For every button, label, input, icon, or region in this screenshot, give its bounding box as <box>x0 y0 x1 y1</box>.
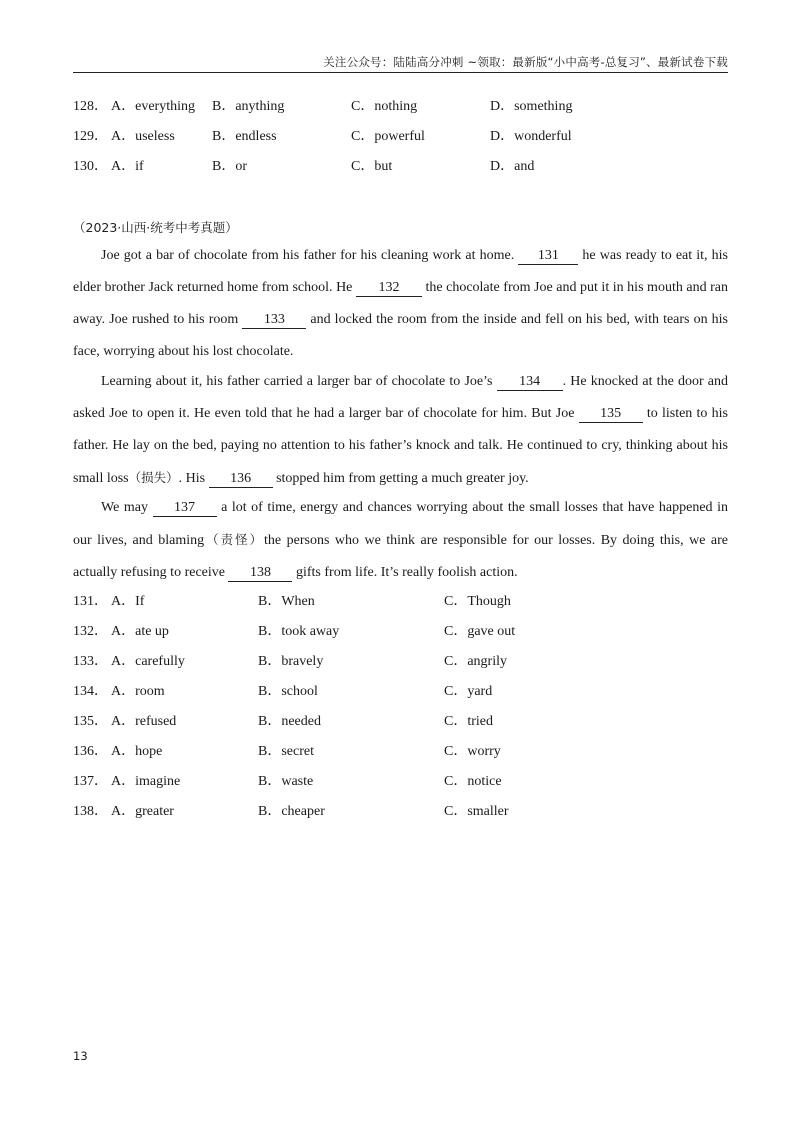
passage-text: . He knocked at the door and asked Joe to open it. He even told that he had a larger bar of chocolate for him. But Joe <box>73 374 728 421</box>
passage-text: the chocolate from Joe and put it in his mouth and ran away. Joe rushed to his room <box>73 280 728 327</box>
blank-132: 132 <box>356 280 422 297</box>
option-b: B．needed <box>258 714 321 729</box>
question-number: 129． <box>73 129 108 144</box>
option-a: A．useless <box>111 129 175 144</box>
option-a: A．If <box>111 594 145 609</box>
option-c: C．smaller <box>444 804 509 819</box>
passage-text: . His <box>178 471 209 486</box>
question-number: 134． <box>73 684 108 699</box>
passage-text: and locked the room from the inside and fell on his bed, with tears on his face, worrying about his lost chocolate. <box>73 312 728 359</box>
passage-paragraph-1 <box>73 240 728 368</box>
option-d: D．wonderful <box>490 129 572 144</box>
passage-gloss: （损失） <box>128 470 179 485</box>
page-header: 关注公众号：陆陆高分冲刺 ~领取：最新版“小中高考-总复习”、最新试卷下载 <box>323 55 728 69</box>
option-d: D．something <box>490 99 573 114</box>
option-a: A．imagine <box>111 774 181 789</box>
passage-paragraph-3 <box>73 492 728 589</box>
blank-135: 135 <box>579 406 643 423</box>
passage-text: gifts from life. It’s really foolish action. <box>292 565 518 580</box>
question-number: 136． <box>73 744 108 759</box>
option-a: A．everything <box>111 99 195 114</box>
option-a: A．carefully <box>111 654 185 669</box>
option-c: C．worry <box>444 744 501 759</box>
option-c: C．powerful <box>351 129 425 144</box>
question-number: 133． <box>73 654 108 669</box>
blank-137: 137 <box>153 500 217 517</box>
option-d: D．and <box>490 159 535 174</box>
question-number: 130． <box>73 159 108 174</box>
option-b: B．endless <box>212 129 277 144</box>
passage-text: stopped him from getting a much greater joy. <box>272 471 529 486</box>
passage-gloss: （责怪） <box>204 532 265 547</box>
exam-source: （2023·山西·统考中考真题） <box>73 220 238 235</box>
question-number: 135． <box>73 714 108 729</box>
page-number: 13 <box>73 1049 88 1063</box>
option-b: B．anything <box>212 99 285 114</box>
option-c: C．angrily <box>444 654 507 669</box>
option-c: C．Though <box>444 594 511 609</box>
question-number: 128． <box>73 99 108 114</box>
option-c: C．notice <box>444 774 502 789</box>
option-b: B．took away <box>258 624 340 639</box>
option-a: A．ate up <box>111 624 169 639</box>
option-c: C．tried <box>444 714 493 729</box>
passage-text: a lot of time, energy and chances worrying about the small losses that have happened in our lives, and blaming <box>73 500 728 548</box>
option-a: A．room <box>111 684 165 699</box>
option-c: C．gave out <box>444 624 516 639</box>
option-c: C．but <box>351 159 393 174</box>
blank-131: 131 <box>518 248 578 265</box>
option-a: A．greater <box>111 804 174 819</box>
header-divider <box>73 72 728 73</box>
passage-text: Joe got a bar of chocolate from his father for his cleaning work at home. <box>101 248 519 263</box>
option-b: B．bravely <box>258 654 324 669</box>
blank-136: 136 <box>209 471 273 488</box>
passage-text: to listen to his father. He lay on the bed, paying no attention to his father’s knock and talk. He continued to cry, thinking about his small loss <box>73 406 728 486</box>
option-b: B．or <box>212 159 247 174</box>
option-b: B．secret <box>258 744 314 759</box>
question-number: 131． <box>73 594 108 609</box>
option-b: B．cheaper <box>258 804 325 819</box>
passage-text: the persons who we think are responsible for our losses. By doing this, we are actually refusing to receive <box>73 533 728 580</box>
passage-text: he was ready to eat it, his elder brother Jack returned home from school. He <box>73 248 728 295</box>
option-c: C．yard <box>444 684 493 699</box>
question-number: 138． <box>73 804 108 819</box>
blank-138: 138 <box>228 565 292 582</box>
option-b: B．waste <box>258 774 314 789</box>
option-a: A．refused <box>111 714 177 729</box>
option-a: A．if <box>111 159 144 174</box>
passage-text: Learning about it, his father carried a larger bar of chocolate to Joe’s <box>101 374 497 389</box>
option-a: A．hope <box>111 744 163 759</box>
question-number: 137． <box>73 774 108 789</box>
question-number: 132． <box>73 624 108 639</box>
passage-text: We may <box>101 500 153 515</box>
option-b: B．school <box>258 684 318 699</box>
passage-paragraph-2 <box>73 366 728 495</box>
option-c: C．nothing <box>351 99 418 114</box>
option-b: B．When <box>258 594 315 609</box>
blank-133: 133 <box>242 312 306 329</box>
blank-134: 134 <box>497 374 563 391</box>
